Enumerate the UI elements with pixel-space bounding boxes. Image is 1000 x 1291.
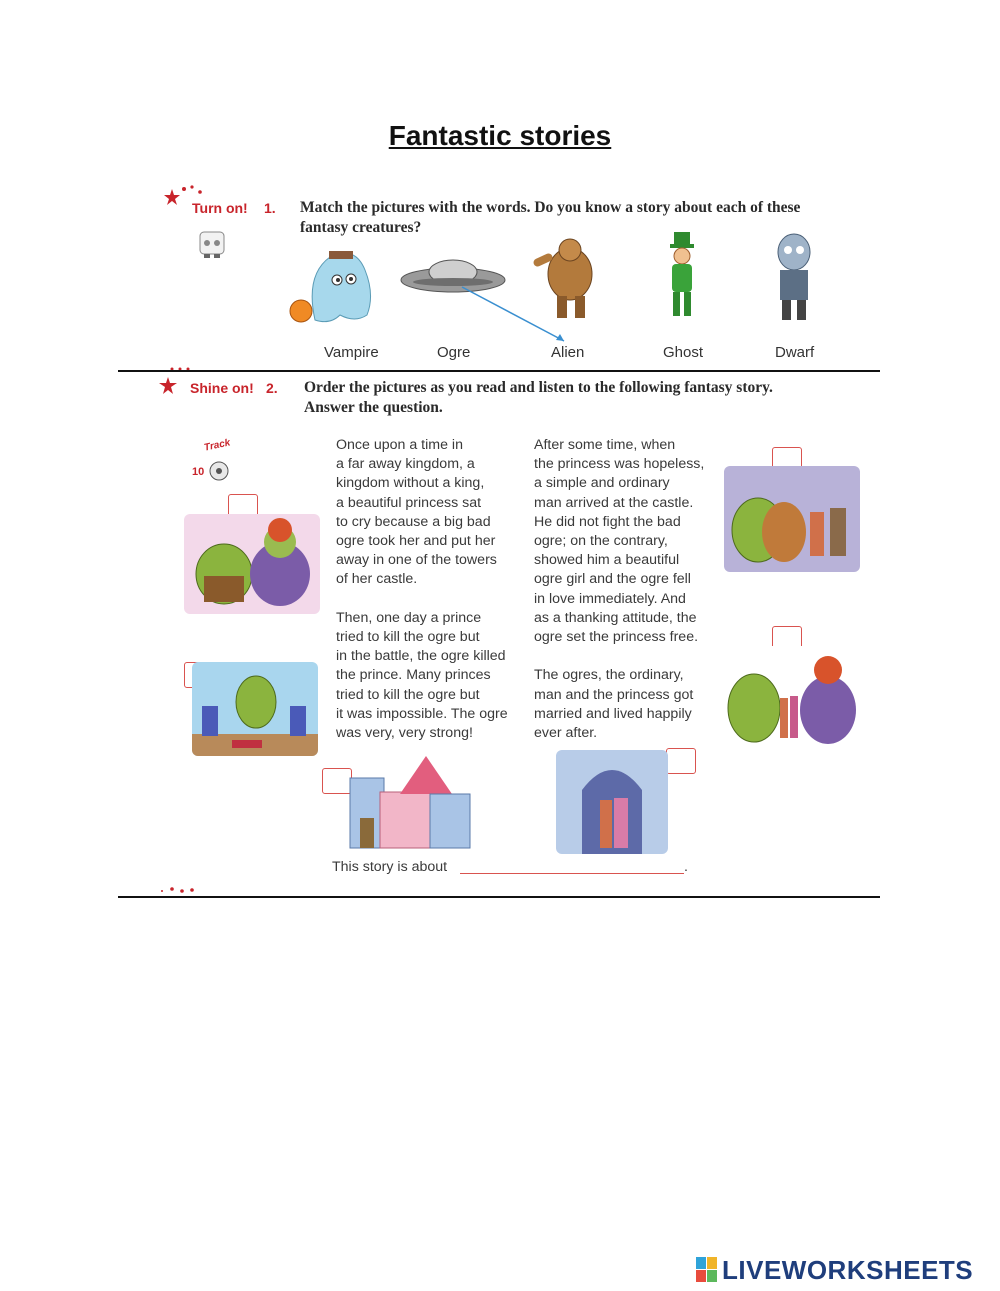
track-number: 10 [192,466,205,478]
bottom-divider [118,896,880,898]
word-ogre: Ogre [437,344,471,361]
section-divider [118,370,880,372]
track-label: Track [203,437,232,454]
story-column-2: After some time, when the princess was hopeless, a simple and ordinary man arrived at the castle. He did not fight the bad ogre; on the contrary, showed him a beautiful ogre girl and the ogre fell in love immediately. And as a thanking attitude, the ogre set the princess free. The ogres, the ordinary, man and the princess got married and lived happily ever after. [534,437,705,742]
star-icon [158,376,180,396]
section1-instruction: Match the pictures with the words. Do you know a story about each of these fantasy creatures? [300,199,801,236]
answer-blank-line[interactable] [460,873,684,874]
answer-prompt: This story is about [332,859,448,875]
page-title: Fantastic stories [388,120,612,151]
ghost-creature-icon [285,235,385,327]
word-vampire: Vampire [324,344,379,361]
ogre-creature-icon [525,234,605,320]
section2-badge: Shine on! [190,380,254,396]
ogre-sad-picture [184,514,320,614]
story-column-1: Once upon a time in a far away kingdom, a kingdom without a king, a beautiful princess sat to cry because a big bad ogre took her and put her away in one of the towers of her castle. Then, one day a prince tried to kill the ogre but in the battle, the ogre killed the prince. Many princes tried to kill the ogre but it was impossible. The ogre was very, very strong! [336,437,508,742]
liveworksheets-logo [696,1255,996,1287]
section1-number: 1. [264,200,276,216]
section2-number: 2. [266,380,278,396]
ogre-couple-picture [724,466,860,572]
leprechaun-icon [662,230,702,322]
word-alien: Alien [551,344,585,361]
ogre-wedding-picture [724,646,860,750]
stars-decoration-bottom [158,882,198,892]
track-icon [192,437,242,486]
cd-icon [196,224,228,260]
order-box-6[interactable] [666,748,696,774]
logo-blocks-icon [696,1257,718,1283]
word-ghost: Ghost [663,344,704,361]
ogre-battle-picture [192,662,318,756]
section1-badge: Turn on! [192,200,248,216]
vampire-alien-icon [770,232,818,322]
footer-brand: LIVEWORKSHEETS [722,1255,974,1285]
castle-picture [340,748,478,854]
word-dwarf: Dwarf [775,344,815,361]
stars-decoration-small [168,360,198,368]
section2-instruction: Order the pictures as you read and listen to the following fantasy story. Answer the question. [304,379,773,416]
tower-couple-picture [556,750,668,854]
answer-period: . [684,859,688,875]
